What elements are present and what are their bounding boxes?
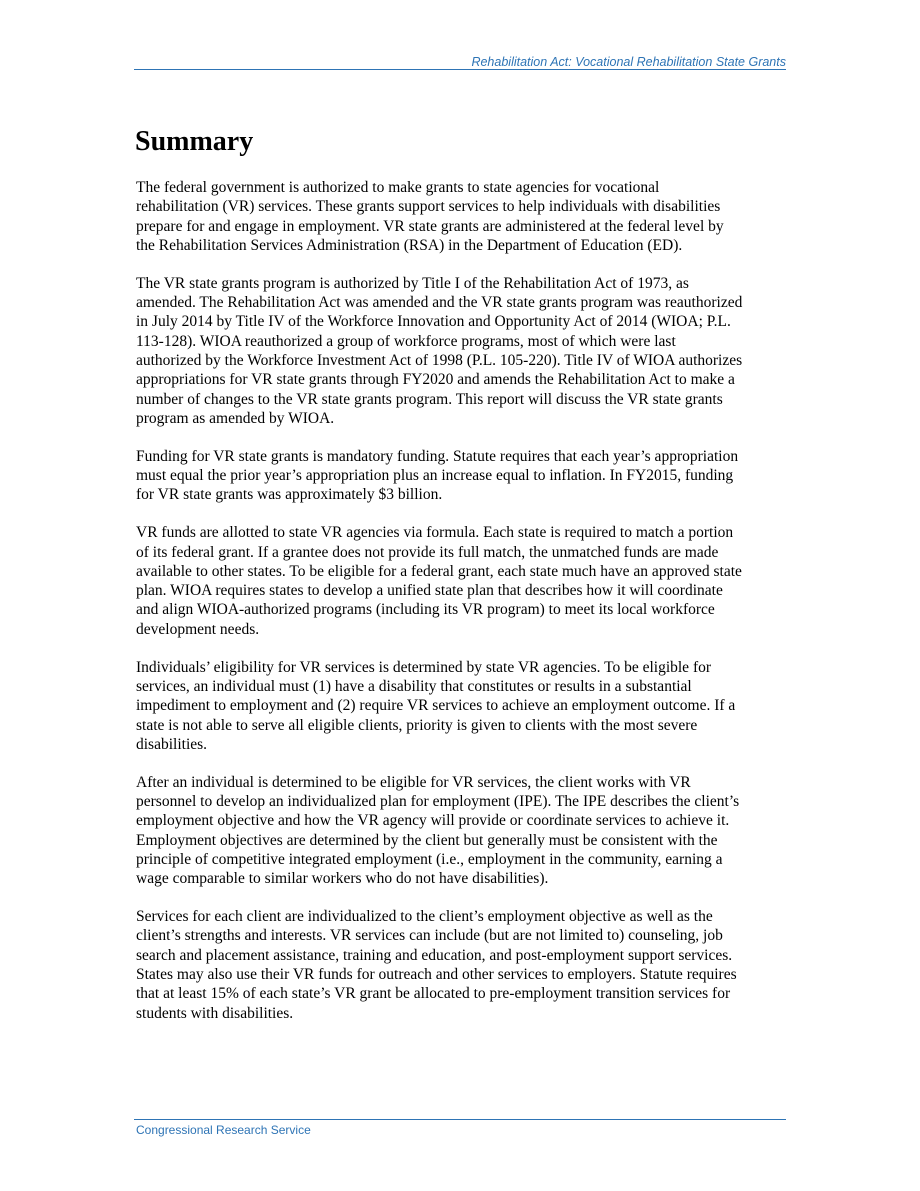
paragraph-line: principle of competitive integrated employment (i.e., employment in the community, earning a [136,850,723,868]
paragraph-line: client’s strengths and interests. VR services can include (but are not limited to) counseling, job [136,927,723,945]
paragraph-line: After an individual is determined to be eligible for VR services, the client works with VR [136,773,691,791]
paragraph-line: program as amended by WIOA. [136,409,335,427]
summary-paragraph [136,274,788,428]
paragraph-line: must equal the prior year’s appropriation plus an increase equal to inflation. In FY2015, funding [136,467,734,485]
paragraph-line: States may also use their VR funds for outreach and other services to employers. Statute requires [136,965,737,983]
summary-paragraph [136,773,788,889]
running-header: Rehabilitation Act: Vocational Rehabilitation State Grants [471,55,786,69]
paragraph-line: services, an individual must (1) have a disability that constitutes or results in a substantial [136,677,692,695]
paragraph-line: search and placement assistance, training and education, and post-employment support services. [136,946,733,964]
paragraph-line: development needs. [136,620,260,638]
paragraph-line: the Rehabilitation Services Administration (RSA) in the Department of Education (ED). [136,236,683,254]
paragraph-line: 113-128). WIOA reauthorized a group of workforce programs, most of which were last [136,332,676,350]
paragraph-line: The federal government is authorized to make grants to state agencies for vocational [136,179,660,196]
paragraph-line: students with disabilities. [136,1004,294,1022]
paragraph-line: Funding for VR state grants is mandatory funding. Statute requires that each year’s appropriation [136,447,739,465]
paragraph-line: and align WIOA-authorized programs (including its VR program) to meet its local workforce [136,601,715,619]
paragraph-line: appropriations for VR state grants through FY2020 and amends the Rehabilitation Act to make a [136,371,735,389]
paragraph-line: personnel to develop an individualized plan for employment (IPE). The IPE describes the client’s [136,792,740,810]
paragraph-line: number of changes to the VR state grants program. This report will discuss the VR state grants [136,390,723,408]
summary-paragraph [136,178,788,255]
paragraph-line: authorized by the Workforce Investment Act of 1998 (P.L. 105-220). Title IV of WIOA authorizes [136,351,743,369]
paragraph-line: prepare for and engage in employment. VR state grants are administered at the federal level by [136,217,724,235]
paragraph-line: Individuals’ eligibility for VR services is determined by state VR agencies. To be eligible for [136,658,712,676]
paragraph-line: wage comparable to similar workers who do not have disabilities). [136,870,549,888]
paragraph-line: VR funds are allotted to state VR agencies via formula. Each state is required to match a portion [136,524,734,542]
page-title: Summary [135,126,254,157]
summary-paragraph [136,907,788,1023]
paragraph-line: disabilities. [136,735,208,753]
paragraph-line: impediment to employment and (2) require VR services to achieve an employment outcome. If a [136,697,736,715]
paragraph-line: in July 2014 by Title IV of the Workforce Innovation and Opportunity Act of 2014 (WIOA; P.L. [136,313,731,331]
summary-paragraph [136,447,788,505]
paragraph-line: rehabilitation (VR) services. These grants support services to help individuals with disabilities [136,198,721,216]
paragraph-line: that at least 15% of each state’s VR grant be allocated to pre-employment transition services for [136,985,731,1003]
paragraph-line: The VR state grants program is authorized by Title I of the Rehabilitation Act of 1973, as [136,274,689,292]
paragraph-line: amended. The Rehabilitation Act was amended and the VR state grants program was reauthorized [136,294,743,312]
footer-divider [134,1119,786,1120]
paragraph-line: for VR state grants was approximately $3 billion. [136,486,443,504]
paragraph-line: employment objective and how the VR agency will provide or coordinate services to achieve it. [136,812,730,830]
header-divider [134,69,786,70]
paragraph-line: Services for each client are individualized to the client’s employment objective as well as the [136,908,713,926]
summary-paragraph [136,658,788,754]
paragraph-line: Employment objectives are determined by the client but generally must be consistent with the [136,831,718,849]
paragraph-line: state is not able to serve all eligible clients, priority is given to clients with the most severe [136,716,698,734]
summary-body [136,178,788,1041]
paragraph-line: available to other states. To be eligible for a federal grant, each state much have an approved state [136,562,742,580]
paragraph-line: plan. WIOA requires states to develop a unified state plan that describes how it will coordinate [136,582,723,600]
footer-organization: Congressional Research Service [136,1123,311,1137]
paragraph-line: of its federal grant. If a grantee does not provide its full match, the unmatched funds are made [136,543,719,561]
summary-paragraph [136,523,788,639]
